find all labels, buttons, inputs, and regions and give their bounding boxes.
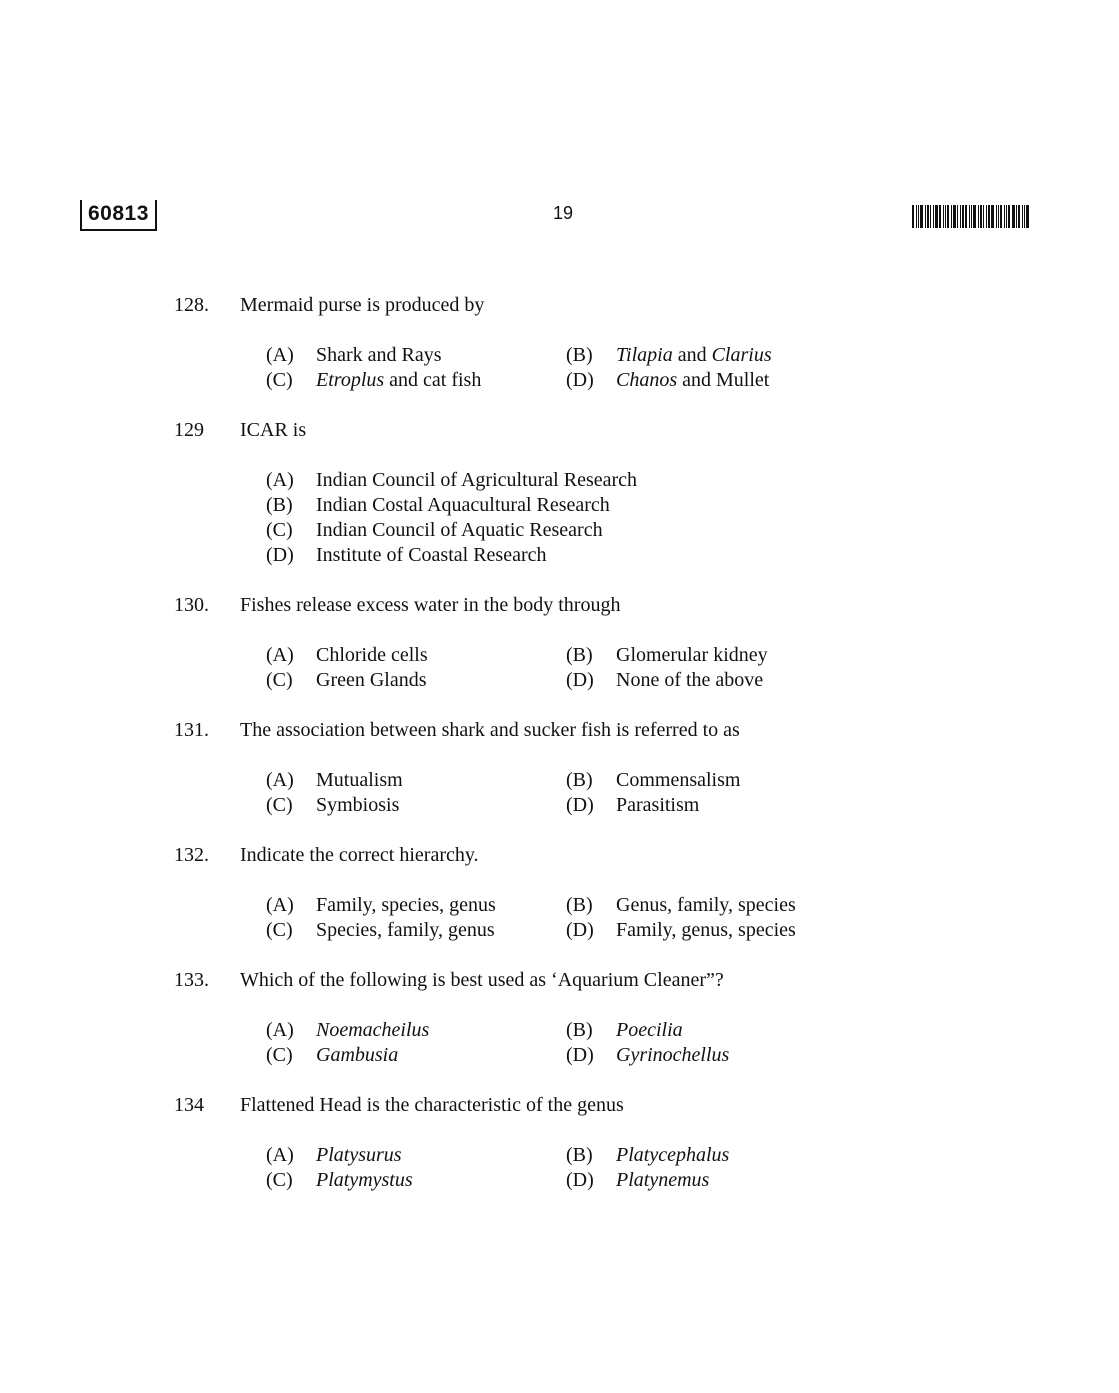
option-text: and: [672, 344, 712, 366]
question-text: Indicate the correct hierarchy.: [240, 844, 479, 866]
option-d: [266, 543, 547, 568]
option-label: (C): [266, 1044, 293, 1066]
option-label: (B): [566, 344, 593, 366]
option-text: Indian Council of Aquatic Research: [316, 519, 603, 541]
option-text: Symbiosis: [316, 794, 400, 816]
option-b: [566, 1143, 729, 1168]
option-text: Institute of Coastal Research: [316, 544, 547, 566]
option-label: (A): [266, 769, 294, 791]
option-c: [266, 793, 399, 818]
option-text: Tilapia: [616, 344, 673, 366]
option-text: Family, genus, species: [616, 919, 796, 941]
option-text: Parasitism: [616, 794, 700, 816]
option-label: (A): [266, 894, 294, 916]
option-label: (C): [266, 519, 293, 541]
option-text: Genus, family, species: [616, 894, 796, 916]
option-label: (D): [566, 919, 594, 941]
option-text: Commensalism: [616, 769, 741, 791]
option-d: [566, 793, 699, 818]
option-label: (A): [266, 469, 294, 491]
page-number: 19: [553, 203, 574, 223]
option-label: (C): [266, 369, 293, 391]
question-text: Fishes release excess water in the body through: [240, 594, 621, 616]
option-c: [266, 668, 427, 693]
option-text: Species, family, genus: [316, 919, 495, 941]
question-number: 129: [174, 419, 204, 441]
option-text: Noemacheilus: [316, 1019, 430, 1041]
option-label: (D): [566, 669, 594, 691]
paper-code: 60813: [80, 200, 157, 231]
option-label: (C): [266, 669, 293, 691]
option-d: [566, 1043, 729, 1068]
option-b: [566, 1018, 683, 1043]
option-label: (D): [566, 1044, 594, 1066]
option-label: (B): [266, 494, 293, 516]
option-label: (A): [266, 1144, 294, 1166]
option-label: (D): [566, 794, 594, 816]
option-d: [566, 668, 763, 693]
barcode-icon: [912, 205, 1042, 228]
option-text: Gyrinochellus: [616, 1044, 730, 1066]
option-d: [566, 918, 796, 943]
option-text: Chloride cells: [316, 644, 428, 666]
option-label: (B): [566, 1144, 593, 1166]
option-label: (D): [266, 544, 294, 566]
option-text: Glomerular kidney: [616, 644, 768, 666]
option-a: [266, 1018, 429, 1043]
option-label: (C): [266, 919, 293, 941]
option-label: (D): [566, 1169, 594, 1191]
option-label: (C): [266, 794, 293, 816]
option-a: [266, 343, 442, 368]
option-b: [266, 493, 610, 518]
option-b: [566, 343, 772, 368]
option-text: Chanos: [616, 369, 678, 391]
option-label: (C): [266, 1169, 293, 1191]
option-label: (A): [266, 644, 294, 666]
option-text: Gambusia: [316, 1044, 399, 1066]
option-text: Mutualism: [316, 769, 403, 791]
option-d: [566, 368, 769, 393]
question-number: 132.: [174, 844, 209, 866]
option-b: [566, 643, 768, 668]
question-number: 128.: [174, 294, 209, 316]
option-b: [566, 893, 796, 918]
option-text: Etroplus: [316, 369, 385, 391]
question-text: Mermaid purse is produced by: [240, 294, 485, 316]
option-c: [266, 918, 495, 943]
option-c: [266, 1168, 413, 1193]
question-number: 134: [174, 1094, 204, 1116]
option-a: [266, 893, 496, 918]
option-text: Green Glands: [316, 669, 427, 691]
option-c: [266, 368, 481, 393]
option-label: (D): [566, 369, 594, 391]
option-text: Indian Council of Agricultural Research: [316, 469, 638, 491]
option-text: Platysurus: [316, 1144, 402, 1166]
option-label: (A): [266, 344, 294, 366]
option-c: [266, 1043, 398, 1068]
option-a: [266, 1143, 402, 1168]
question-number: 130.: [174, 594, 209, 616]
option-b: [566, 768, 740, 793]
question-number: 133.: [174, 969, 209, 991]
option-a: [266, 643, 428, 668]
option-text: Indian Costal Aquacultural Research: [316, 494, 610, 516]
question-text: Flattened Head is the characteristic of the genus: [240, 1094, 624, 1116]
option-label: (B): [566, 894, 593, 916]
option-a: [266, 468, 637, 493]
option-text: Family, species, genus: [316, 894, 496, 916]
question-number: 131.: [174, 719, 209, 741]
question-text: The association between shark and sucker fish is referred to as: [240, 719, 740, 741]
option-a: [266, 768, 403, 793]
option-c: [266, 518, 603, 543]
question-text: ICAR is: [240, 419, 307, 441]
option-text: Platynemus: [616, 1169, 710, 1191]
option-text: Shark and Rays: [316, 344, 442, 366]
option-label: (B): [566, 644, 593, 666]
option-text: None of the above: [616, 669, 764, 691]
option-text: and cat fish: [384, 369, 482, 391]
option-label: (B): [566, 1019, 593, 1041]
option-text: Platymystus: [316, 1169, 413, 1191]
option-text: Clarius: [711, 344, 772, 366]
question-text: Which of the following is best used as ‘Aquarium Cleaner”?: [240, 969, 724, 991]
option-d: [566, 1168, 709, 1193]
option-text: Platycephalus: [616, 1144, 730, 1166]
option-text: Poecilia: [616, 1019, 683, 1041]
option-label: (B): [566, 769, 593, 791]
option-text: and Mullet: [677, 369, 770, 391]
option-label: (A): [266, 1019, 294, 1041]
